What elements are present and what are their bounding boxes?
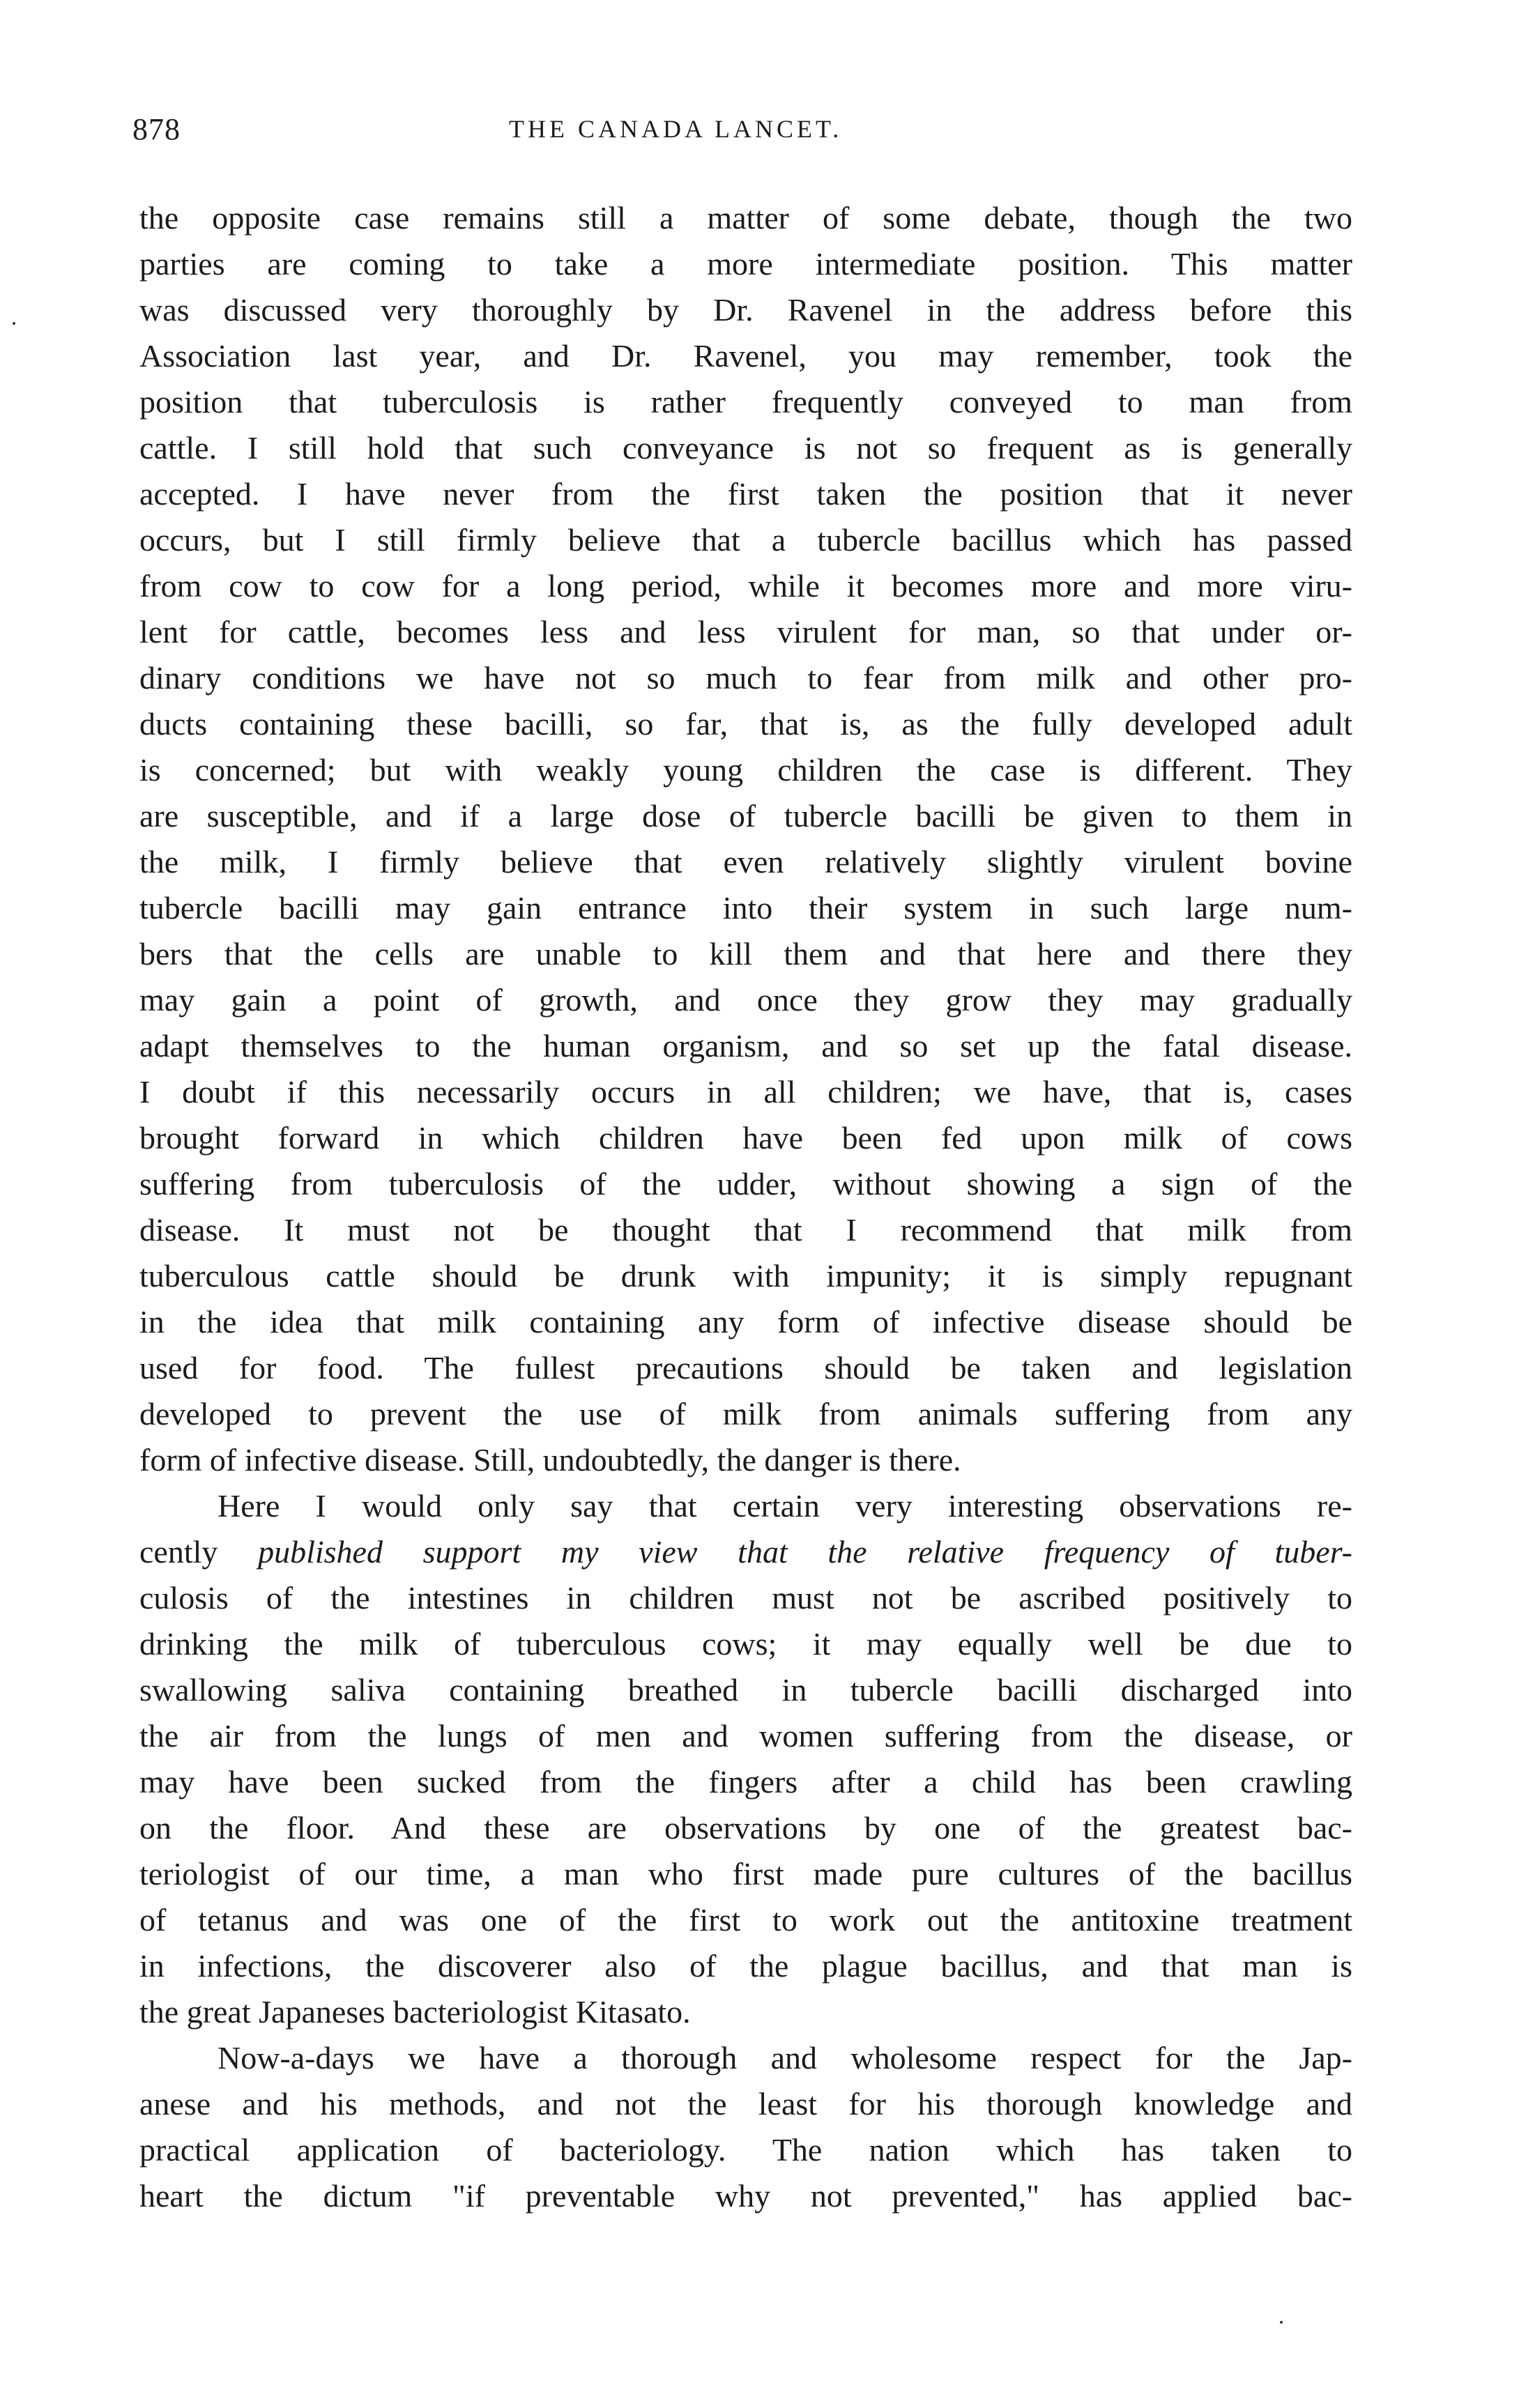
text-line: lent for cattle, becomes less and less virulent for man, so that under or- bbox=[139, 614, 1352, 650]
text-line: form of infective disease. Still, undoubtedly, the danger is there. bbox=[139, 1442, 961, 1478]
text-line: swallowing saliva containing breathed in tubercle bacilli discharged into bbox=[139, 1672, 1352, 1708]
text-line: Now-a-days we have a thorough and wholesome respect for the Jap- bbox=[217, 2040, 1352, 2076]
text-line: practical application of bacteriology. The nation which has taken to bbox=[139, 2132, 1352, 2168]
text-line: teriologist of our time, a man who first made pure cultures of the bacillus bbox=[139, 1856, 1352, 1892]
italic-fragment: published support my view that the relative frequency of tuber- bbox=[258, 1534, 1352, 1570]
text-line: occurs, but I still firmly believe that a tubercle bacillus which has passed bbox=[139, 522, 1352, 558]
text-line: the milk, I firmly believe that even relatively slightly virulent bovine bbox=[139, 844, 1352, 880]
text-line: in the idea that milk containing any form of infective disease should be bbox=[139, 1304, 1352, 1340]
text-line-mixed bbox=[139, 1529, 1352, 1575]
text-line: accepted. I have never from the first taken the position that it never bbox=[139, 476, 1352, 512]
text-line: I doubt if this necessarily occurs in all children; we have, that is, cases bbox=[139, 1074, 1352, 1110]
text-line: parties are coming to take a more intermediate position. This matter bbox=[139, 246, 1352, 282]
text-line: Here I would only say that certain very interesting observations re- bbox=[217, 1488, 1352, 1524]
text-line: is concerned; but with weakly young children the case is different. They bbox=[139, 752, 1352, 788]
page-header bbox=[132, 112, 1373, 153]
text-line: position that tuberculosis is rather frequently conveyed to man from bbox=[139, 384, 1352, 420]
text-line: developed to prevent the use of milk from animals suffering from any bbox=[139, 1396, 1352, 1432]
text-line: the great Japaneses bacteriologist Kitasato. bbox=[139, 1994, 691, 2030]
stray-mark bbox=[13, 322, 15, 325]
text-line: the air from the lungs of men and women suffering from the disease, or bbox=[139, 1718, 1352, 1754]
text-line: are susceptible, and if a large dose of tubercle bacilli be given to them in bbox=[139, 798, 1352, 834]
text-line: used for food. The fullest precautions should be taken and legislation bbox=[139, 1350, 1352, 1386]
roman-fragment: cently bbox=[139, 1534, 259, 1570]
text-line: tuberculous cattle should be drunk with impunity; it is simply repugnant bbox=[139, 1258, 1352, 1294]
text-line: may have been sucked from the fingers after a child has been crawling bbox=[139, 1764, 1352, 1800]
text-line: the opposite case remains still a matter of some debate, though the two bbox=[139, 200, 1352, 236]
body-text bbox=[139, 195, 1352, 2219]
text-line: tubercle bacilli may gain entrance into their system in such large num- bbox=[139, 890, 1352, 926]
text-line: may gain a point of growth, and once they grow they may gradually bbox=[139, 982, 1352, 1018]
text-line: anese and his methods, and not the least for his thorough knowledge and bbox=[139, 2086, 1352, 2122]
text-line: in infections, the discoverer also of the plague bacillus, and that man is bbox=[139, 1948, 1352, 1984]
text-line: from cow to cow for a long period, while it becomes more and more viru- bbox=[139, 568, 1352, 604]
text-line: heart the dictum "if preventable why not prevented," has applied bac- bbox=[139, 2178, 1352, 2214]
page-number: 878 bbox=[132, 112, 181, 146]
text-line: ducts containing these bacilli, so far, that is, as the fully developed adult bbox=[139, 706, 1352, 742]
text-line: was discussed very thoroughly by Dr. Ravenel in the address before this bbox=[139, 292, 1352, 328]
text-line: Association last year, and Dr. Ravenel, you may remember, took the bbox=[139, 338, 1352, 374]
stray-mark bbox=[1280, 2321, 1283, 2324]
running-head: THE CANADA LANCET. bbox=[509, 115, 843, 143]
text-line: on the floor. And these are observations by one of the greatest bac- bbox=[139, 1810, 1352, 1846]
text-line: bers that the cells are unable to kill them and that here and there they bbox=[139, 936, 1352, 972]
text-line: dinary conditions we have not so much to fear from milk and other pro- bbox=[139, 660, 1352, 696]
text-line: drinking the milk of tuberculous cows; it may equally well be due to bbox=[139, 1626, 1352, 1662]
text-line: brought forward in which children have been fed upon milk of cows bbox=[139, 1120, 1352, 1156]
text-line: culosis of the intestines in children must not be ascribed positively to bbox=[139, 1580, 1352, 1616]
text-line: of tetanus and was one of the first to work out the antitoxine treatment bbox=[139, 1902, 1352, 1938]
text-line: cattle. I still hold that such conveyance is not so frequent as is generally bbox=[139, 430, 1352, 466]
text-line: adapt themselves to the human organism, and so set up the fatal disease. bbox=[139, 1028, 1352, 1064]
text-line: suffering from tuberculosis of the udder, without showing a sign of the bbox=[139, 1166, 1352, 1202]
text-line: disease. It must not be thought that I recommend that milk from bbox=[139, 1212, 1352, 1248]
